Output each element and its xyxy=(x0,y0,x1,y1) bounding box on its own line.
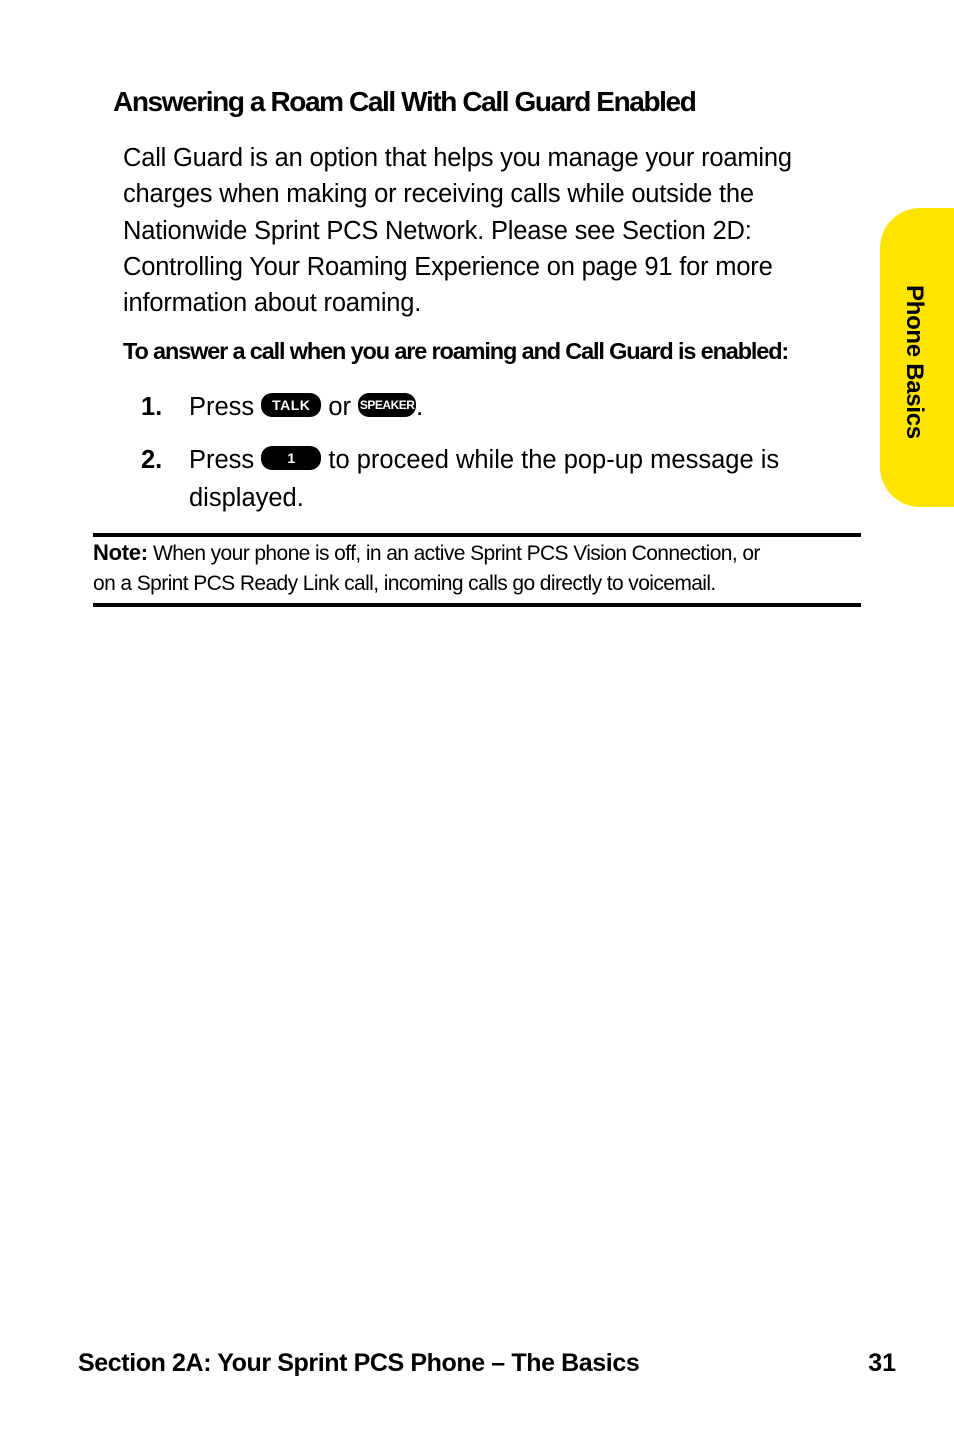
page-heading: Answering a Roam Call With Call Guard Enabled xyxy=(113,86,696,117)
step-press-text: Press xyxy=(189,446,255,474)
step-text-continued: displayed. xyxy=(189,484,304,512)
intro-line: Call Guard is an option that helps you manage your roaming xyxy=(123,144,792,172)
step-press-text: Press xyxy=(189,393,255,421)
step-text: to proceed while the pop-up message is xyxy=(328,446,780,474)
speaker-key-icon: SPEAKER xyxy=(358,393,416,417)
procedure-subheading: To answer a call when you are roaming and Call Guard is enabled: xyxy=(123,338,789,364)
step-body xyxy=(189,388,423,426)
note-label: Note: xyxy=(93,540,148,565)
step-number: 1. xyxy=(141,393,163,421)
note-box xyxy=(93,538,861,599)
note-text-continued: on a Sprint PCS Ready Link call, incoming calls go directly to voicemail. xyxy=(93,572,716,595)
step-end-text: . xyxy=(416,393,424,421)
side-tab-label: Phone Basics xyxy=(901,285,928,439)
step-body xyxy=(189,441,779,517)
note-top-rule xyxy=(93,533,861,537)
intro-line: charges when making or receiving calls while outside the xyxy=(123,180,754,209)
page-number: 31 xyxy=(868,1349,896,1377)
talk-key-icon: TALK xyxy=(261,393,321,417)
intro-line: Controlling Your Roaming Experience on page 91 for more xyxy=(123,252,773,281)
intro-line: information about roaming. xyxy=(123,289,422,318)
step-or-text: or xyxy=(328,393,352,421)
intro-paragraph xyxy=(123,140,863,321)
footer-section-title: Section 2A: Your Sprint PCS Phone – The Basics xyxy=(78,1349,640,1377)
note-text: When your phone is off, in an active Sprint PCS Vision Connection, or xyxy=(152,542,760,565)
intro-line: Nationwide Sprint PCS Network. Please see Section 2D: xyxy=(123,216,752,245)
note-bottom-rule xyxy=(93,603,861,607)
step-number: 2. xyxy=(141,446,163,474)
one-key-icon: 1 xyxy=(261,446,321,470)
